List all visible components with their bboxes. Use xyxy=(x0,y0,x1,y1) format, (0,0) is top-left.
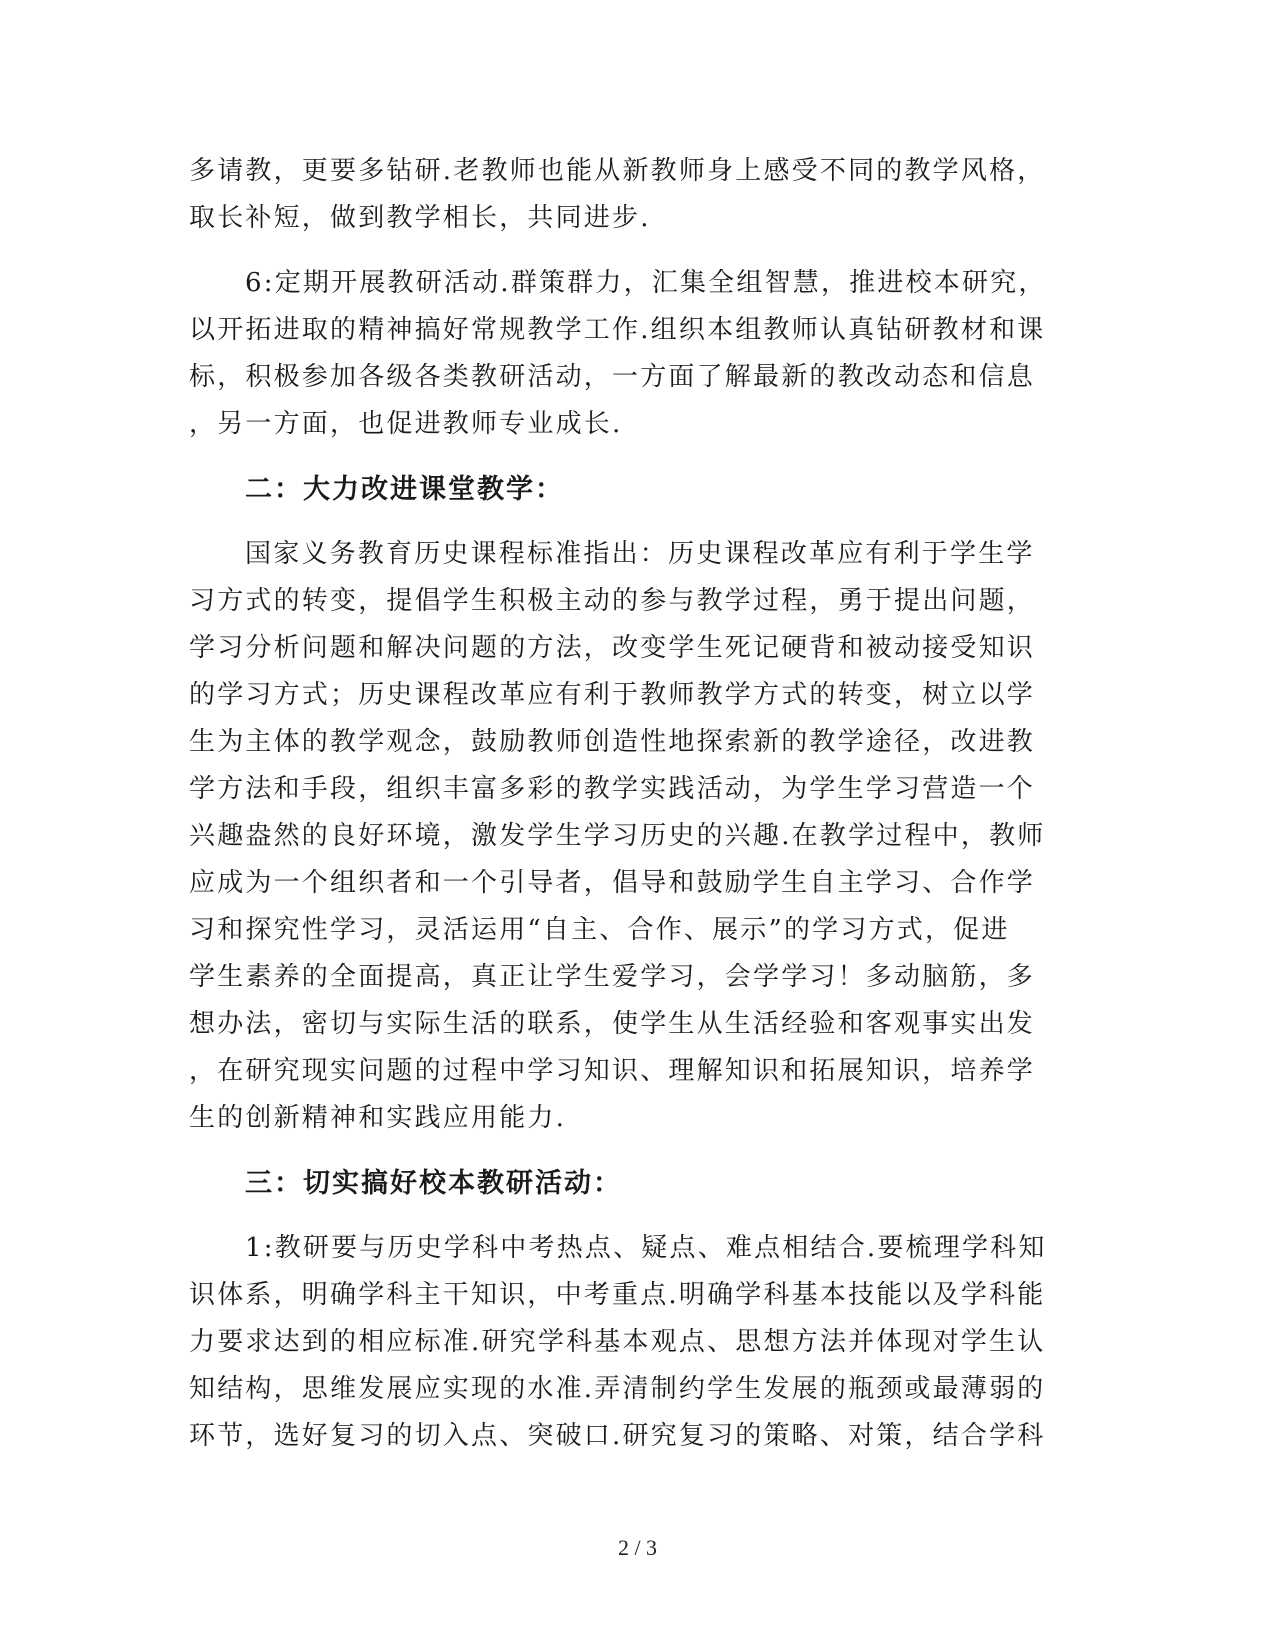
paragraph-line: 取长补短，做到教学相长，共同进步. xyxy=(189,203,651,233)
paragraph-line: 想办法，密切与实际生活的联系，使学生从生活经验和客观事实出发 xyxy=(189,1009,1036,1039)
paragraph-line: 标，积极参加各级各类教研活动，一方面了解最新的教改动态和信息 xyxy=(189,362,1036,392)
body-text xyxy=(189,148,1071,1460)
paragraph-line: 识体系，明确学科主干知识，中考重点.明确学科基本技能以及学科能 xyxy=(189,1280,1046,1310)
section-heading: 三：切实搞好校本教研活动： xyxy=(245,1168,622,1199)
paragraph-line: 的学习方式；历史课程改革应有利于教师教学方式的转变，树立以学 xyxy=(189,680,1036,710)
paragraph-line: 学生素养的全面提高，真正让学生爱学习，会学学习！多动脑筋，多 xyxy=(189,962,1036,992)
paragraph-line: 1:教研要与历史学科中考热点、疑点、难点相结合.要梳理学科知 xyxy=(245,1233,1047,1263)
paragraph-line: 生的创新精神和实践应用能力. xyxy=(189,1103,567,1133)
section-heading: 二：大力改进课堂教学： xyxy=(245,474,564,505)
paragraph-line: 多请教，更要多钻研.老教师也能从新教师身上感受不同的教学风格， xyxy=(189,156,1046,186)
paragraph-line: 生为主体的教学观念，鼓励教师创造性地探索新的教学途径，改进教 xyxy=(189,727,1036,757)
paragraph-line: 力要求达到的相应标准.研究学科基本观点、思想方法并体现对学生认 xyxy=(189,1327,1046,1357)
page-number: 2 / 3 xyxy=(617,1535,658,1560)
paragraph-line: 6:定期开展教研活动.群策群力，汇集全组智慧，推进校本研究， xyxy=(245,268,1047,298)
paragraph-line: 习和探究性学习，灵活运用“自主、合作、展示”的学习方式，促进 xyxy=(189,915,1010,945)
paragraph-line: 兴趣盎然的良好环境，激发学生学习历史的兴趣.在教学过程中，教师 xyxy=(189,821,1046,851)
paragraph-line: 国家义务教育历史课程标准指出：历史课程改革应有利于学生学 xyxy=(245,539,1035,569)
paragraph-line: 以开拓进取的精神搞好常规教学工作.组织本组教师认真钻研教材和课 xyxy=(189,315,1046,345)
paragraph-line: ，在研究现实问题的过程中学习知识、理解知识和拓展知识，培养学 xyxy=(189,1056,1036,1086)
paragraph-line: ，另一方面，也促进教师专业成长. xyxy=(189,409,623,439)
paragraph-line: 知结构，思维发展应实现的水准.弄清制约学生发展的瓶颈或最薄弱的 xyxy=(189,1374,1046,1404)
paragraph-line: 学习分析问题和解决问题的方法，改变学生死记硬背和被动接受知识 xyxy=(189,633,1036,663)
paragraph-line: 环节，选好复习的切入点、突破口.研究复习的策略、对策，结合学科 xyxy=(189,1421,1046,1451)
paragraph-line: 应成为一个组织者和一个引导者，倡导和鼓励学生自主学习、合作学 xyxy=(189,868,1036,898)
paragraph-line: 学方法和手段，组织丰富多彩的教学实践活动，为学生学习营造一个 xyxy=(189,774,1036,804)
paragraph-line: 习方式的转变，提倡学生积极主动的参与教学过程，勇于提出问题， xyxy=(189,586,1036,616)
